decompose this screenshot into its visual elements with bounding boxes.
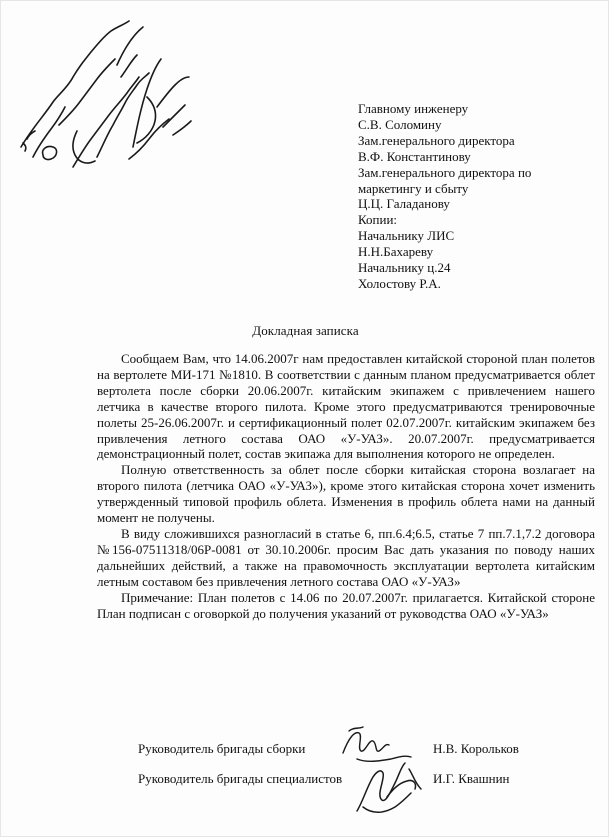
copies-label: Копии: — [358, 212, 398, 228]
addressee-line: С.В. Соломину — [358, 116, 442, 132]
addressee-block — [358, 101, 598, 292]
addressee-line: Зам.генерального директора — [358, 132, 515, 148]
document-title: Докладная записка — [252, 323, 359, 338]
resolution-signature-graphic — [13, 7, 213, 207]
addressee-line: Ц.Ц. Галаданову — [358, 196, 450, 212]
addressee-line: Начальнику ЛИС — [358, 228, 455, 244]
handwritten-signature — [351, 753, 433, 821]
addressee-line: Н.Н.Бахареву — [358, 244, 434, 260]
document-body — [97, 351, 595, 621]
addressee-line: Холостову Р.А. — [358, 275, 441, 291]
body-paragraph: Полную ответственность за облет после сборки китайская сторона возлагает на второго пилота (летчика ОАО «У-УАЗ»), кроме этого китайская сторона хочет изменить утвержденный типовой профиль облета. Изменения в профиль облета нами на данный момент не получены. — [97, 462, 595, 526]
addressee-line: В.Ф. Константинову — [358, 148, 471, 164]
body-paragraph: Сообщаем Вам, что 14.06.2007г нам предоставлен китайской стороной план полетов на вертолете МИ-171 №1810. В соответствии с данным планом предусматривается облет вертолета после сборки 20.06.2007г. китайским экипажем с привлечением нашего летчика в качестве второго пилота. Кроме этого предусматриваются тренировочные полеты 25-26.06.2007г. и сертификационный полет 02.07.2007г. китайским экипажем без привлечения летного состава ОАО «У-УАЗ». 20.07.2007г. предусматривается демонстрационный полет, состав экипажа для выполнения которого не определен. — [97, 351, 595, 462]
body-paragraph: В виду сложившихся разногласий в статье 6, пп.6.4;6.5, статье 7 пп.7.1,7.2 договора №156-07511318/06Р-0081 от 30.10.2006г. просим Вас дать указания по поводу наших дальнейших действий, а также на правомочность эксплуатации вертолета китайским летным составом без привлечения летного состава ОАО «У-УАЗ» — [97, 525, 595, 589]
signature-role: Руководитель бригады сборки — [138, 741, 306, 756]
note-paragraph: Примечание: План полетов с 14.06 по 20.07.2007г. прилагается. Китайской стороне План подписан с оговоркой до получения указаний от руководства ОАО «У-УАЗ» — [97, 589, 595, 621]
addressee-line: Главному инженеру — [358, 101, 469, 116]
signature-graphic — [351, 753, 433, 821]
signature-name: И.Г. Квашнин — [433, 771, 510, 786]
addressee-line: Начальнику ц.24 — [358, 260, 451, 276]
addressee-line: маркетингу и сбыту — [358, 180, 469, 196]
addressee-line: Зам.генерального директора по — [358, 164, 532, 180]
signature-name: Н.В. Корольков — [433, 741, 519, 756]
signature-role: Руководитель бригады специалистов — [138, 771, 343, 786]
handwritten-resolution — [13, 7, 213, 207]
